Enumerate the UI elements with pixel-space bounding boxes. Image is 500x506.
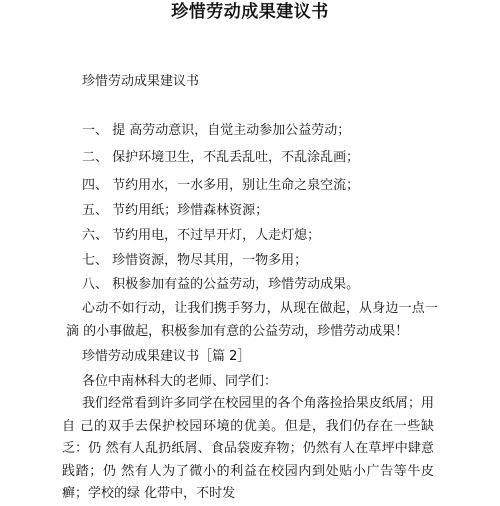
- list-item: 七、 珍惜资源，物尽其用，一物多用；: [82, 253, 308, 268]
- list-item: 二、 保护环境卫生，不乱丢乱吐，不乱涂乱画；: [82, 150, 360, 165]
- list-item: 四、 节约用水，一水多用，别让生命之泉空流；: [82, 178, 360, 193]
- document-title: 珍惜劳动成果建议书: [171, 2, 329, 22]
- list-item: 六、 节约用电，不过早开灯，人走灯熄；: [82, 228, 321, 243]
- document-subtitle: 珍惜劳动成果建议书: [82, 74, 200, 89]
- greeting: 各位中南林科大的老师、同学们：: [82, 374, 278, 389]
- closing-paragraph: 心动不如行动，让我们携手努力，从现在做起，从身边一点一滴 的小事做起，积极参加有意的公益劳动，珍惜劳动成果！: [66, 301, 438, 339]
- body-paragraph: 我们经常看到许多同学在校园里的各个角落捡拾果皮纸屑；用自 己的双手去保护校园环境的优美。但是，我们仍存在一些缺乏：仍 然有人乱扔纸屑、食品袋废弃物；仍然有人在草坪中肆意践踏；仍 然有人为了微小的利益在校园内到处贴小广告等牛皮癣；学校的绿 化带中，不时发: [62, 396, 434, 501]
- list-item: 八、 积极参加有益的公益劳动，珍惜劳动成果。: [82, 277, 360, 292]
- section-heading: 珍惜劳动成果建议书［篇 2］: [82, 349, 251, 364]
- list-item: 一、 提 高劳动意识，自觉主动参加公益劳动；: [82, 123, 351, 138]
- list-item: 五、 节约用纸；珍惜森林资源；: [82, 203, 269, 218]
